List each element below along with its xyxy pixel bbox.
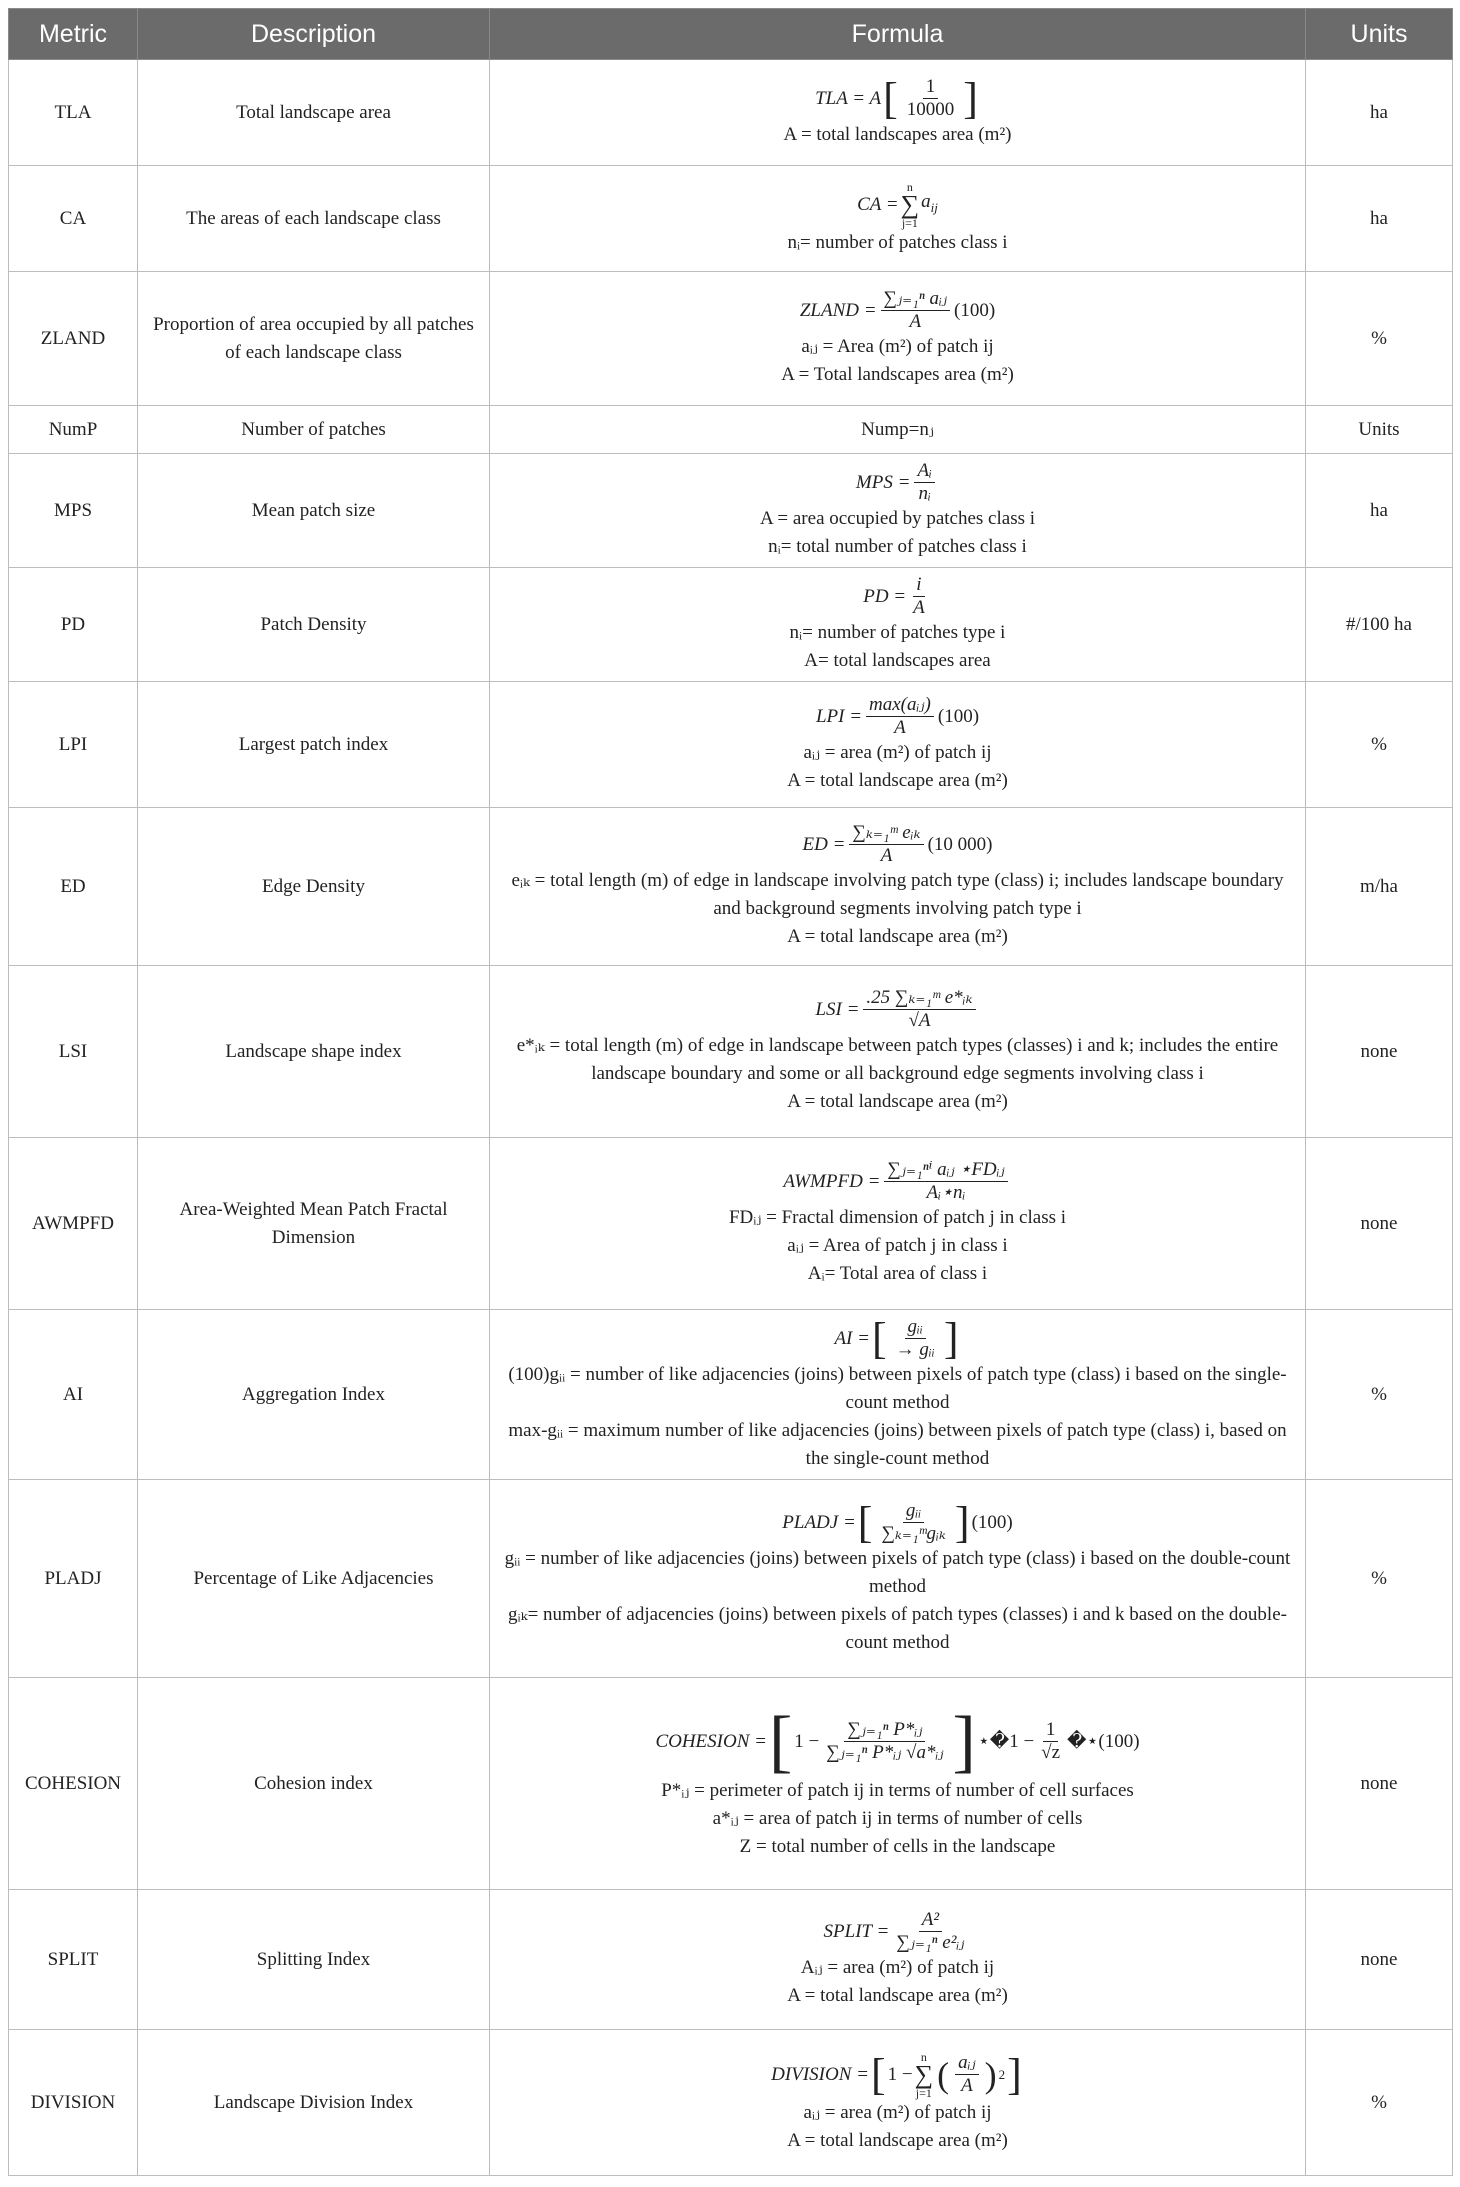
table-row [9, 1480, 1453, 1678]
metric-cell: AI [9, 1310, 138, 1480]
formula-cell [490, 454, 1306, 568]
description-cell: Number of patches [138, 406, 490, 454]
units-cell: none [1306, 1138, 1453, 1310]
metric-cell: NumP [9, 406, 138, 454]
formula-cell [490, 568, 1306, 682]
header-description: Description [138, 9, 490, 60]
description-cell: Landscape shape index [138, 966, 490, 1138]
formula-note: nᵢ= total number of patches class i [768, 536, 1027, 557]
table-row [9, 454, 1453, 568]
description-cell: Aggregation Index [138, 1310, 490, 1480]
table-row [9, 272, 1453, 406]
formula-cell [490, 966, 1306, 1138]
units-cell: % [1306, 682, 1453, 808]
formula-note: aᵢⱼ = Area of patch j in class i [787, 1235, 1008, 1256]
formula-note: aᵢⱼ = area (m²) of patch ij [803, 742, 992, 763]
formula-note: Aᵢⱼ = area (m²) of patch ij [800, 1957, 995, 1978]
formula-note: A = Total landscapes area (m²) [781, 364, 1014, 385]
formula-expression: AWMPFD = $\frac{\text{∑ⱼ₌₁ⁿⁱ aᵢⱼ ⋆FDᵢⱼ}}{\text{Aᵢ⋆nᵢ}}$ [783, 1159, 1011, 1204]
formula-note: FDᵢⱼ = Fractal dimension of patch j in class i [728, 1207, 1067, 1228]
metric-cell: ED [9, 808, 138, 966]
units-cell: ha [1306, 454, 1453, 568]
formula-note: A = total landscape area (m²) [787, 770, 1008, 791]
formula-expression: DIVISION = [ 1 − n ∑ j=1 ( $\frac{\text{aᵢⱼ}}{A}$ ) 2 ] [771, 2049, 1022, 2100]
units-cell: Units [1306, 406, 1453, 454]
table-row [9, 60, 1453, 166]
description-cell: Largest patch index [138, 682, 490, 808]
units-cell: #/100 ha [1306, 568, 1453, 682]
formula-expression: ED = $\frac{\text{∑ₖ₌₁ᵐ eᵢₖ}}{A}$ (10 000) [802, 822, 993, 866]
table-row [9, 166, 1453, 272]
formula-note: A = total landscape area (m²) [787, 2129, 1008, 2151]
units-cell: % [1306, 1480, 1453, 1678]
formula-expression: PLADJ = [ $\frac{\text{gᵢᵢ}}{\text{∑ₖ₌₁ᵐgᵢₖ}}$ ] (100) [782, 1497, 1013, 1547]
metric-cell: CA [9, 166, 138, 272]
description-cell: Landscape Division Index [138, 2030, 490, 2176]
formula-note: A = total landscape area (m²) [787, 1091, 1008, 1112]
header-row [9, 9, 1453, 60]
description-cell: Splitting Index [138, 1890, 490, 2030]
formula-cell [490, 1480, 1306, 1678]
header-formula: Formula [490, 9, 1306, 60]
table-row [9, 1138, 1453, 1310]
formula-expression: CA = n ∑ j=1 $a_{ij}$ [857, 179, 938, 230]
description-cell: Mean patch size [138, 454, 490, 568]
formula-note: P*ᵢⱼ = perimeter of patch ij in terms of number of cell surfaces [661, 1779, 1134, 1801]
units-cell: none [1306, 966, 1453, 1138]
metric-cell: TLA [9, 60, 138, 166]
table-row [9, 1678, 1453, 1890]
description-cell: Total landscape area [138, 60, 490, 166]
formula-expression: TLA = A [ $\frac{1}{10000}$ ] [815, 73, 978, 123]
formula-expression: AI = [ $\frac{\text{gᵢᵢ}}{\text{→ gᵢᵢ}}$ ] [834, 1313, 959, 1363]
formula-note: A = total landscape area (m²) [787, 1985, 1008, 2006]
formula-note: max-gᵢᵢ = maximum number of like adjacencies (joins) between pixels of patch type (class) i, based on the single-count method [508, 1420, 1287, 1469]
units-cell: % [1306, 1310, 1453, 1480]
formula-cell [490, 1678, 1306, 1890]
formula-note: gᵢᵢ = number of like adjacencies (joins) between pixels of patch type (class) i based on the double-count method [504, 1548, 1291, 1597]
description-cell: The areas of each landscape class [138, 166, 490, 272]
metric-cell: PD [9, 568, 138, 682]
units-cell: m/ha [1306, 808, 1453, 966]
header-units: Units [1306, 9, 1453, 60]
table-row [9, 406, 1453, 454]
formula-note: A = total landscape area (m²) [787, 926, 1008, 947]
formula-expression: ZLAND = $\frac{\text{∑ⱼ₌₁ⁿ aᵢⱼ}}{A}$ (100) [799, 288, 996, 332]
table-row [9, 568, 1453, 682]
units-cell: ha [1306, 166, 1453, 272]
units-cell: ha [1306, 60, 1453, 166]
metric-cell: ZLAND [9, 272, 138, 406]
formula-note: e*ᵢₖ = total length (m) of edge in landscape between patch types (classes) i and k; includes the entire landscape boundary and some or all background edge segments involving class i [516, 1035, 1279, 1084]
table-row [9, 808, 1453, 966]
units-cell: none [1306, 1678, 1453, 1890]
metric-cell: SPLIT [9, 1890, 138, 2030]
formula-note: A = total landscapes area (m²) [783, 124, 1012, 145]
metric-cell: LPI [9, 682, 138, 808]
table-row [9, 1890, 1453, 2030]
formula-expression: MPS = $\frac{\text{Aᵢ}}{\text{nᵢ}}$ [856, 460, 939, 505]
formula-note: Z = total number of cells in the landscape [739, 1835, 1056, 1857]
formula-cell [490, 808, 1306, 966]
formula-expression: SPLIT = $\frac{\text{A²}}{\text{∑ⱼ₌₁ⁿ e²ᵢⱼ}}$ [823, 1909, 965, 1953]
formula-expression: LPI = $\frac{\text{max(aᵢⱼ)}}{A}$ (100) [815, 694, 980, 738]
formula-cell [490, 166, 1306, 272]
description-cell: Percentage of Like Adjacencies [138, 1480, 490, 1678]
description-cell: Edge Density [138, 808, 490, 966]
metric-cell: AWMPFD [9, 1138, 138, 1310]
formula-note: A= total landscapes area [804, 650, 991, 671]
formula-cell [490, 60, 1306, 166]
formula-cell [490, 1310, 1306, 1480]
formula-note: nᵢ= number of patches class i [787, 231, 1008, 253]
metric-cell: MPS [9, 454, 138, 568]
formula-cell [490, 2030, 1306, 2176]
metric-cell: COHESION [9, 1678, 138, 1890]
description-cell: Proportion of area occupied by all patches of each landscape class [138, 272, 490, 406]
metric-cell: PLADJ [9, 1480, 138, 1678]
description-cell: Patch Density [138, 568, 490, 682]
formula-cell: Nump=nⱼ [490, 406, 1306, 454]
metrics-table-container [8, 8, 1452, 2176]
formula-note: gᵢₖ= number of adjacencies (joins) between pixels of patch types (classes) i and k based on the double-count method [508, 1604, 1287, 1653]
formula-cell [490, 1890, 1306, 2030]
metric-cell: LSI [9, 966, 138, 1138]
formula-expression: LSI = $\frac{\text{.25 ∑ₖ₌₁ᵐ e*ᵢₖ}}{√A}$ [815, 987, 979, 1032]
formula-expression: COHESION = [ 1 − $\frac{\text{∑ⱼ₌₁ⁿ P*ᵢⱼ}}{\text{∑ⱼ₌₁ⁿ P*ᵢⱼ √a*ᵢⱼ}}$ ] ⋆�1 − $\frac{1}{√z}$ �⋆(100) [655, 1702, 1140, 1780]
units-cell: % [1306, 2030, 1453, 2176]
description-cell: Area-Weighted Mean Patch Fractal Dimension [138, 1138, 490, 1310]
table-row [9, 682, 1453, 808]
formula-note: a*ᵢⱼ = area of patch ij in terms of number of cells [712, 1807, 1083, 1829]
formula-note: eᵢₖ = total length (m) of edge in landscape involving patch type (class) i; includes landscape boundary and background segments involving patch type i [511, 870, 1284, 919]
formula-note: Aᵢ= Total area of class i [807, 1263, 988, 1284]
units-cell: none [1306, 1890, 1453, 2030]
metric-cell: DIVISION [9, 2030, 138, 2176]
formula-expression: PD = $\frac{i}{A}$ [863, 574, 925, 618]
formula-note: A = area occupied by patches class i [759, 508, 1036, 529]
formula-note: (100)gᵢᵢ = number of like adjacencies (joins) between pixels of patch type (class) i based on the single- count method [508, 1364, 1287, 1413]
formula-cell [490, 272, 1306, 406]
header-metric: Metric [9, 9, 138, 60]
description-cell: Cohesion index [138, 1678, 490, 1890]
formula-note: aᵢⱼ = Area (m²) of patch ij [801, 336, 994, 357]
table-row [9, 1310, 1453, 1480]
units-cell: % [1306, 272, 1453, 406]
metrics-table [8, 8, 1453, 2176]
table-row [9, 2030, 1453, 2176]
formula-note: aᵢⱼ = area (m²) of patch ij [803, 2101, 992, 2123]
formula-cell [490, 1138, 1306, 1310]
formula-note: nᵢ= number of patches type i [789, 622, 1006, 643]
formula-cell [490, 682, 1306, 808]
table-row [9, 966, 1453, 1138]
